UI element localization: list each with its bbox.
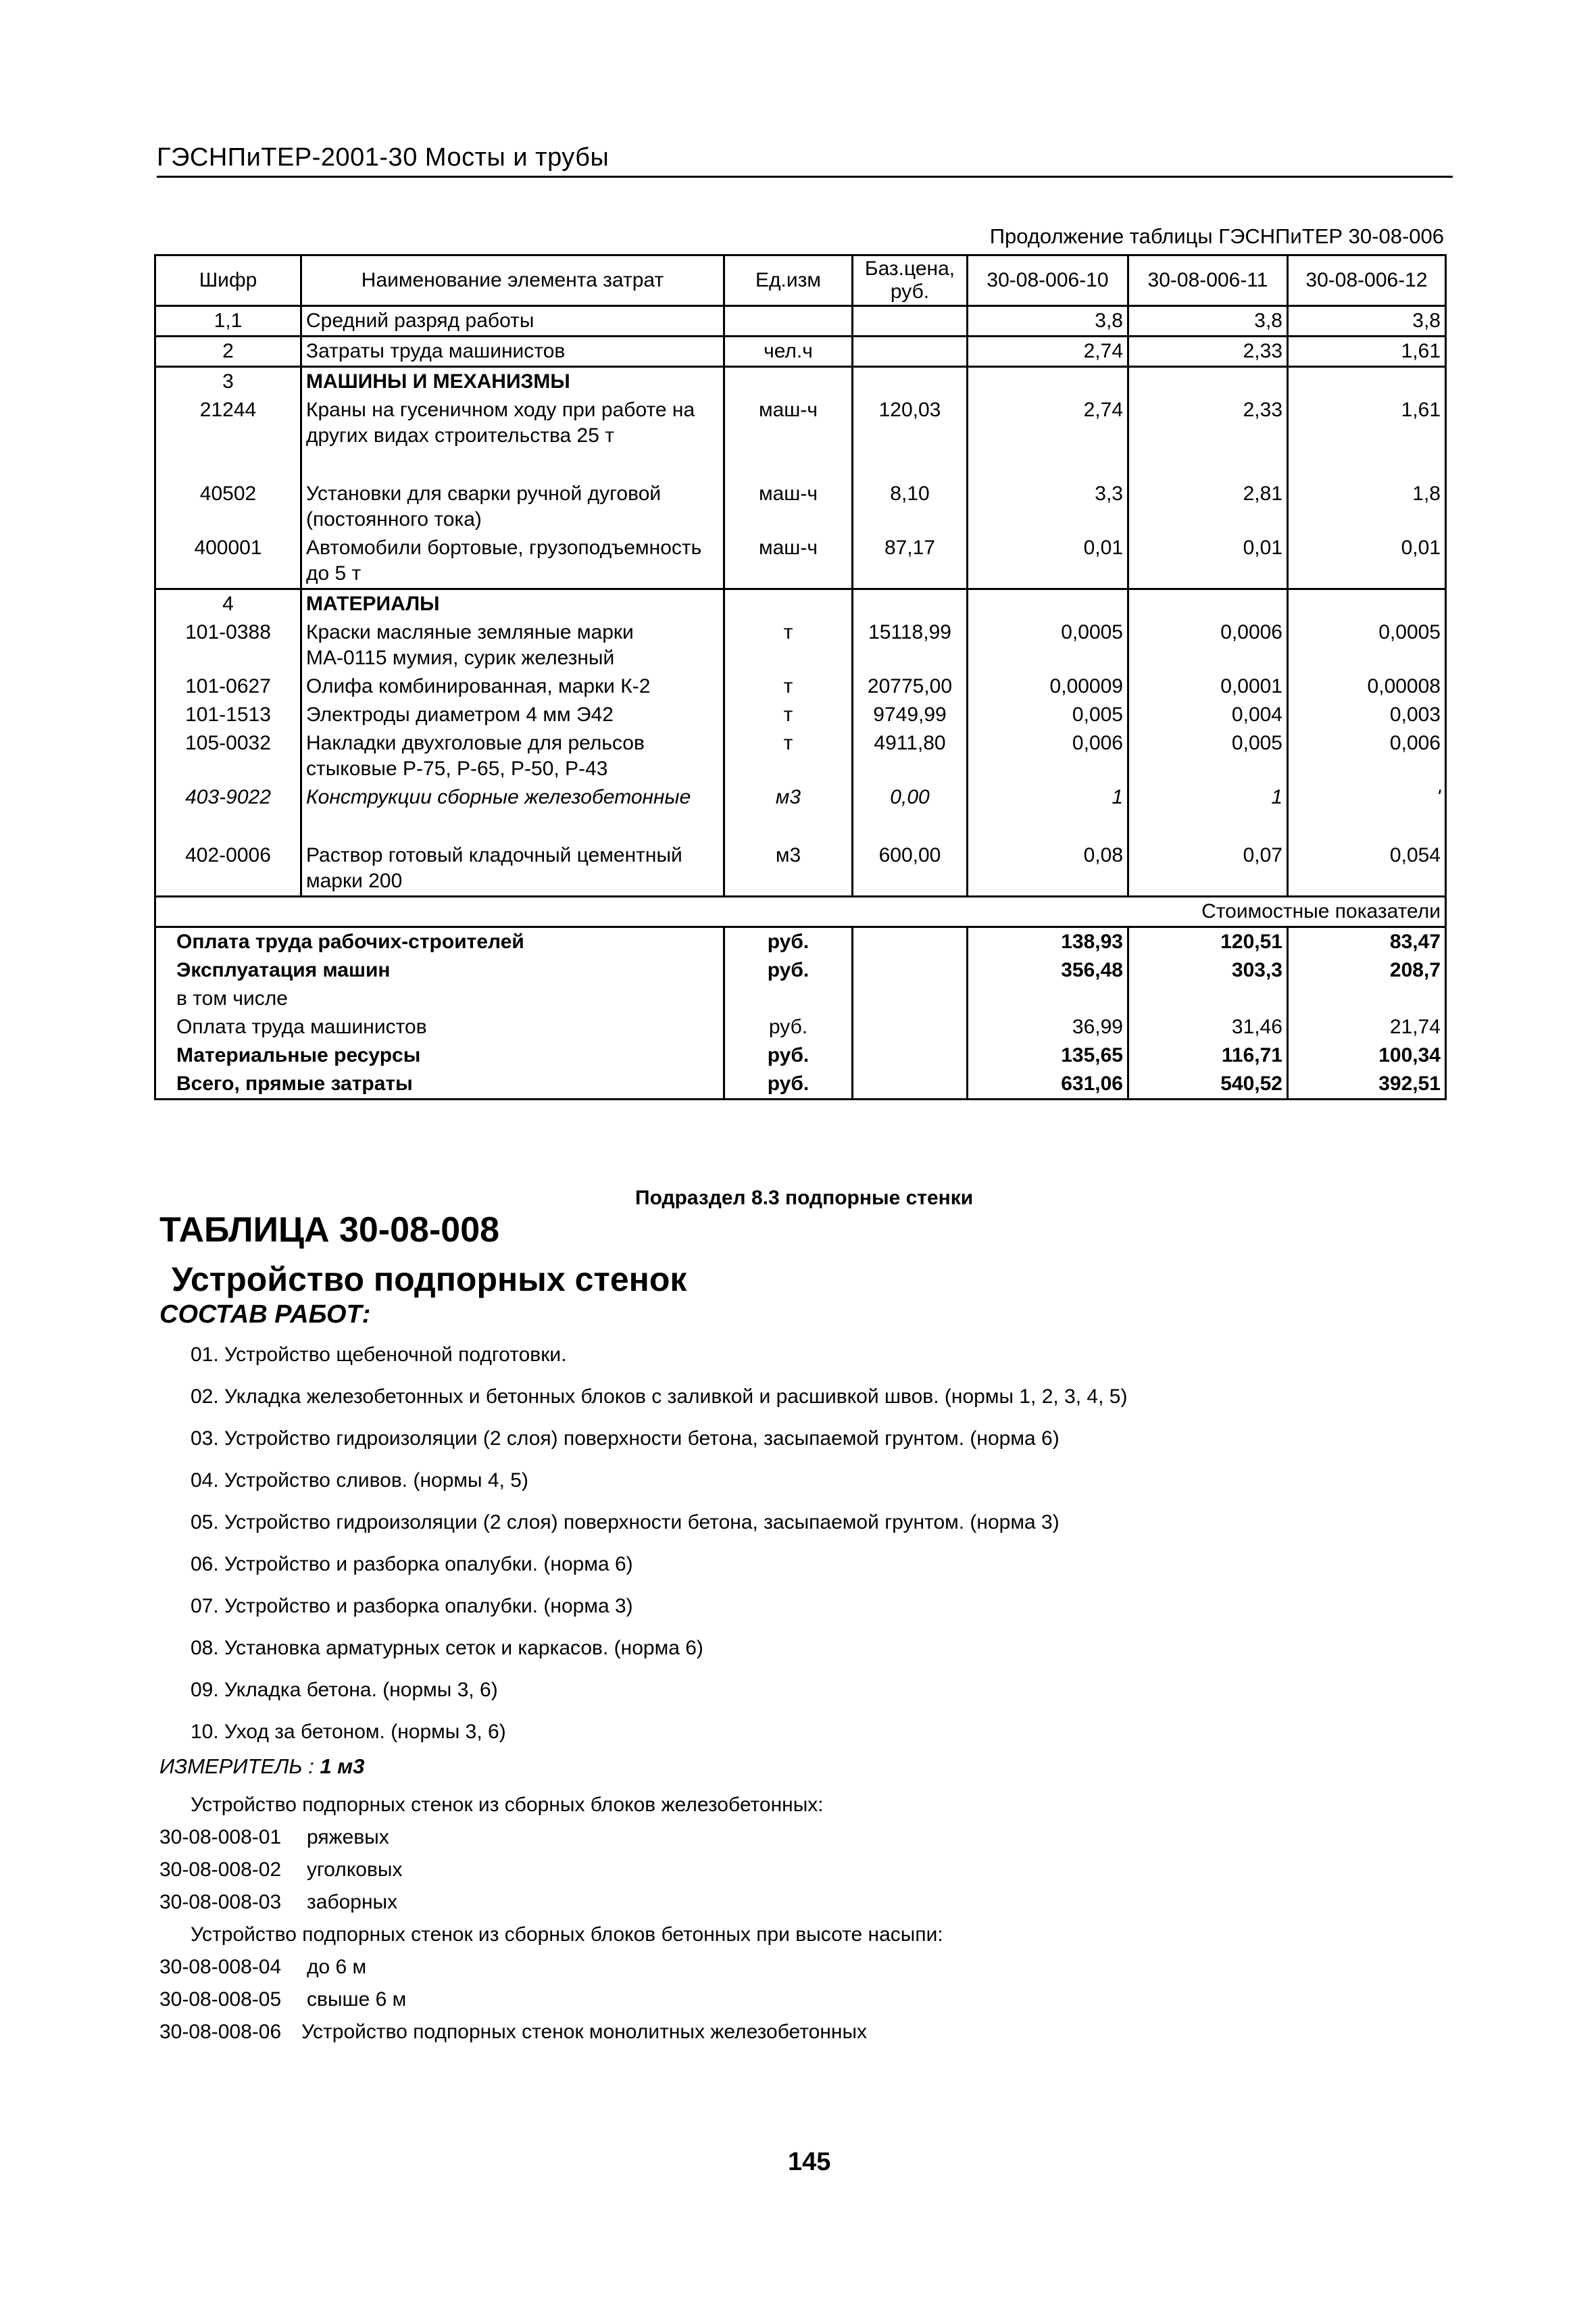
row-unit: т xyxy=(724,701,853,729)
row-norm-12: 0,054 xyxy=(1288,841,1446,897)
row-norm-11: 1 xyxy=(1128,783,1288,812)
cost-unit: руб. xyxy=(724,1041,853,1070)
header-rule xyxy=(157,176,1453,178)
row-name: Конструкции сборные железобетонные xyxy=(301,783,724,812)
cost-unit: руб. xyxy=(724,1070,853,1100)
row-norm-10: 0,08 xyxy=(968,841,1128,897)
row-norm-10: 3,8 xyxy=(968,306,1128,337)
col-header-norm-12: 30-08-006-12 xyxy=(1288,255,1446,306)
row-price: 4911,80 xyxy=(853,729,968,783)
row-norm-10: 0,00009 xyxy=(968,672,1128,701)
row-price xyxy=(853,306,968,337)
table-row xyxy=(155,841,1446,897)
row-norm-12: 1,8 xyxy=(1288,480,1446,534)
table-row xyxy=(155,701,1446,729)
cost-label: в том числе xyxy=(155,985,724,1013)
subsection-title: Подраздел 8.3 подпорные стенки xyxy=(635,1187,974,1209)
row-code: 2 xyxy=(155,337,301,367)
row-unit: маш-ч xyxy=(724,534,853,589)
row-name: Средний разряд работы xyxy=(301,306,724,337)
row-norm-11: 0,004 xyxy=(1128,701,1288,729)
cost-norm-12: 21,74 xyxy=(1288,1013,1446,1041)
page-number: 145 xyxy=(788,2148,831,2176)
cost-norm-12: 392,51 xyxy=(1288,1070,1446,1100)
group-title: Устройство подпорных стенок из сборных блоков бетонных при высоте насыпи: xyxy=(191,1923,943,1946)
row-unit: маш-ч xyxy=(724,396,853,450)
resource-table xyxy=(154,254,1447,1100)
operation-item: 04. Устройство сливов. (нормы 4, 5) xyxy=(191,1469,528,1492)
row-norm-12: 0,01 xyxy=(1288,534,1446,589)
col-header-code: Шифр xyxy=(155,255,301,306)
row-unit: т xyxy=(724,672,853,701)
norm-name: Устройство подпорных стенок монолитных железобетонных xyxy=(301,2021,868,2043)
row-norm-10: 2,74 xyxy=(968,337,1128,367)
cost-norm-12: 208,7 xyxy=(1288,956,1446,985)
norm-name: до 6 м xyxy=(307,1956,367,1978)
row-name: Затраты труда машинистов xyxy=(301,337,724,367)
cost-norm-11: 120,51 xyxy=(1128,927,1288,957)
row-unit: м3 xyxy=(724,841,853,897)
row-norm-11: 3,8 xyxy=(1128,306,1288,337)
cost-label: Всего, прямые затраты xyxy=(155,1070,724,1100)
table-section-row xyxy=(155,589,1446,619)
row-norm-12: 3,8 xyxy=(1288,306,1446,337)
table-title: ТАБЛИЦА 30-08-008 xyxy=(159,1210,500,1250)
row-price: 120,03 xyxy=(853,396,968,450)
table-spacer-row xyxy=(155,450,1446,480)
table-row xyxy=(155,783,1446,812)
section-title-machines: МАШИНЫ И МЕХАНИЗМЫ xyxy=(301,367,724,397)
operation-item: 10. Уход за бетоном. (нормы 3, 6) xyxy=(191,1721,506,1743)
norm-code: 30-08-008-06 xyxy=(159,2021,282,2043)
norm-code: 30-08-008-04 xyxy=(159,1956,282,1978)
col-header-price: Баз.цена, руб. xyxy=(853,255,968,306)
section-title-materials: МАТЕРИАЛЫ xyxy=(301,589,724,619)
row-code: 400001 xyxy=(155,534,301,589)
row-unit: т xyxy=(724,618,853,672)
row-norm-11: 0,07 xyxy=(1128,841,1288,897)
row-code: 4 xyxy=(155,589,301,619)
row-norm-12: 0,006 xyxy=(1288,729,1446,783)
cost-heading: Стоимостные показатели xyxy=(155,897,1446,927)
cost-unit: руб. xyxy=(724,927,853,957)
row-norm-11: 0,0006 xyxy=(1128,618,1288,672)
cost-norm-10: 631,06 xyxy=(968,1070,1128,1100)
row-name: Автомобили бортовые, грузоподъемность до 5 т xyxy=(301,534,724,589)
group-title: Устройство подпорных стенок из сборных блоков железобетонных: xyxy=(191,1794,824,1816)
row-norm-10: 0,006 xyxy=(968,729,1128,783)
row-price: 600,00 xyxy=(853,841,968,897)
row-price: 15118,99 xyxy=(853,618,968,672)
row-code: 3 xyxy=(155,367,301,397)
row-unit: т xyxy=(724,729,853,783)
table-row xyxy=(155,672,1446,701)
row-code: 105-0032 xyxy=(155,729,301,783)
row-code: 101-0388 xyxy=(155,618,301,672)
col-header-unit: Ед.изм xyxy=(724,255,853,306)
col-header-norm-10: 30-08-006-10 xyxy=(968,255,1128,306)
cost-norm-10: 36,99 xyxy=(968,1013,1128,1041)
cost-row xyxy=(155,985,1446,1013)
cost-row xyxy=(155,1041,1446,1070)
row-norm-12: 0,003 xyxy=(1288,701,1446,729)
cost-unit: руб. xyxy=(724,1013,853,1041)
col-header-name: Наименование элемента затрат xyxy=(301,255,724,306)
row-price: 9749,99 xyxy=(853,701,968,729)
cost-norm-11: 116,71 xyxy=(1128,1041,1288,1070)
cost-norm-10: 356,48 xyxy=(968,956,1128,985)
norm-name: заборных xyxy=(307,1891,398,1913)
cost-norm-12: 100,34 xyxy=(1288,1041,1446,1070)
cost-norm-11: 540,52 xyxy=(1128,1070,1288,1100)
cost-norm-11: 31,46 xyxy=(1128,1013,1288,1041)
operation-item: 07. Устройство и разборка опалубки. (норма 3) xyxy=(191,1595,633,1617)
row-unit: м3 xyxy=(724,783,853,812)
operation-item: 02. Укладка железобетонных и бетонных блоков с заливкой и расшивкой швов. (нормы 1, 2, 3, 4, 5) xyxy=(191,1385,1128,1408)
row-name: Краны на гусеничном ходу при работе на других видах строительства 25 т xyxy=(301,396,724,450)
operation-item: 03. Устройство гидроизоляции (2 слоя) поверхности бетона, засыпаемой грунтом. (норма 6) xyxy=(191,1427,1059,1450)
row-norm-12: 1,61 xyxy=(1288,396,1446,450)
row-name: Раствор готовый кладочный цементный марки 200 xyxy=(301,841,724,897)
table-row xyxy=(155,729,1446,783)
cost-norm-11: 303,3 xyxy=(1128,956,1288,985)
row-norm-10: 1 xyxy=(968,783,1128,812)
cost-row xyxy=(155,956,1446,985)
row-code: 402-0006 xyxy=(155,841,301,897)
table-row xyxy=(155,618,1446,672)
cost-norm-12: 83,47 xyxy=(1288,927,1446,957)
table-spacer-row xyxy=(155,812,1446,841)
cost-row xyxy=(155,1013,1446,1041)
meter-label: ИЗМЕРИТЕЛЬ : xyxy=(159,1754,314,1778)
norm-name: свыше 6 м xyxy=(307,1988,407,2011)
norm-code: 30-08-008-01 xyxy=(159,1826,282,1848)
row-norm-10: 3,3 xyxy=(968,480,1128,534)
row-norm-10: 0,01 xyxy=(968,534,1128,589)
table-row xyxy=(155,534,1446,589)
row-norm-11: 0,005 xyxy=(1128,729,1288,783)
row-price: 87,17 xyxy=(853,534,968,589)
row-code: 21244 xyxy=(155,396,301,450)
cost-label: Оплата труда рабочих-строителей xyxy=(155,927,724,957)
col-header-norm-11: 30-08-006-11 xyxy=(1128,255,1288,306)
composition-heading: СОСТАВ РАБОТ: xyxy=(159,1300,371,1329)
row-norm-10: 0,005 xyxy=(968,701,1128,729)
table-header-row xyxy=(155,255,1446,306)
row-norm-10: 2,74 xyxy=(968,396,1128,450)
operation-item: 08. Установка арматурных сеток и каркасов. (норма 6) xyxy=(191,1637,703,1659)
row-norm-12: 0,00008 xyxy=(1288,672,1446,701)
row-norm-11: 2,81 xyxy=(1128,480,1288,534)
table-section-row xyxy=(155,367,1446,397)
row-name: Накладки двухголовые для рельсов стыковые Р-75, Р-65, Р-50, Р-43 xyxy=(301,729,724,783)
row-code: 101-0627 xyxy=(155,672,301,701)
row-norm-12: 0,0005 xyxy=(1288,618,1446,672)
norm-code: 30-08-008-05 xyxy=(159,1988,282,2011)
operation-item: 05. Устройство гидроизоляции (2 слоя) поверхности бетона, засыпаемой грунтом. (норма 3) xyxy=(191,1511,1059,1533)
table-row xyxy=(155,306,1446,337)
row-price: 8,10 xyxy=(853,480,968,534)
table-row xyxy=(155,396,1446,450)
row-name: Краски масляные земляные марки МА-0115 мумия, сурик железный xyxy=(301,618,724,672)
row-norm-11: 2,33 xyxy=(1128,337,1288,367)
norm-code: 30-08-008-02 xyxy=(159,1858,282,1881)
row-norm-11: 0,0001 xyxy=(1128,672,1288,701)
row-price xyxy=(853,337,968,367)
row-price: 20775,00 xyxy=(853,672,968,701)
meter-value: 1 м3 xyxy=(320,1754,365,1778)
cost-label: Эксплуатация машин xyxy=(155,956,724,985)
norm-code: 30-08-008-03 xyxy=(159,1891,282,1913)
row-code: 40502 xyxy=(155,480,301,534)
row-name: Электроды диаметром 4 мм Э42 xyxy=(301,701,724,729)
row-norm-10: 0,0005 xyxy=(968,618,1128,672)
norm-name: ряжевых xyxy=(307,1826,389,1848)
work-title: Устройство подпорных стенок xyxy=(172,1260,687,1298)
row-norm-11: 2,33 xyxy=(1128,396,1288,450)
table-row xyxy=(155,480,1446,534)
norm-name: уголковых xyxy=(307,1858,403,1881)
operation-item: 01. Устройство щебеночной подготовки. xyxy=(191,1344,567,1366)
row-unit xyxy=(724,306,853,337)
table-caption: Продолжение таблицы ГЭСНПиТЕР 30-08-006 xyxy=(989,224,1444,248)
row-name: Олифа комбинированная, марки К-2 xyxy=(301,672,724,701)
cost-row xyxy=(155,1070,1446,1100)
row-norm-12: ' xyxy=(1288,783,1446,812)
row-unit: маш-ч xyxy=(724,480,853,534)
cost-norm-10: 135,65 xyxy=(968,1041,1128,1070)
row-code: 1,1 xyxy=(155,306,301,337)
table-row xyxy=(155,337,1446,367)
operation-item: 09. Укладка бетона. (нормы 3, 6) xyxy=(191,1679,498,1701)
row-norm-11: 0,01 xyxy=(1128,534,1288,589)
row-name: Установки для сварки ручной дуговой (постоянного тока) xyxy=(301,480,724,534)
cost-heading-row xyxy=(155,897,1446,927)
cost-norm-10: 138,93 xyxy=(968,927,1128,957)
cost-label: Оплата труда машинистов xyxy=(155,1013,724,1041)
meter-line xyxy=(159,1754,364,1779)
row-code: 101-1513 xyxy=(155,701,301,729)
row-code: 403-9022 xyxy=(155,783,301,812)
cost-label: Материальные ресурсы xyxy=(155,1041,724,1070)
row-unit: чел.ч xyxy=(724,337,853,367)
operation-item: 06. Устройство и разборка опалубки. (норма 6) xyxy=(191,1553,633,1575)
running-header: ГЭСНПиТЕР-2001-30 Мосты и трубы xyxy=(157,143,609,172)
row-norm-12: 1,61 xyxy=(1288,337,1446,367)
cost-row xyxy=(155,927,1446,957)
cost-unit: руб. xyxy=(724,956,853,985)
row-price: 0,00 xyxy=(853,783,968,812)
